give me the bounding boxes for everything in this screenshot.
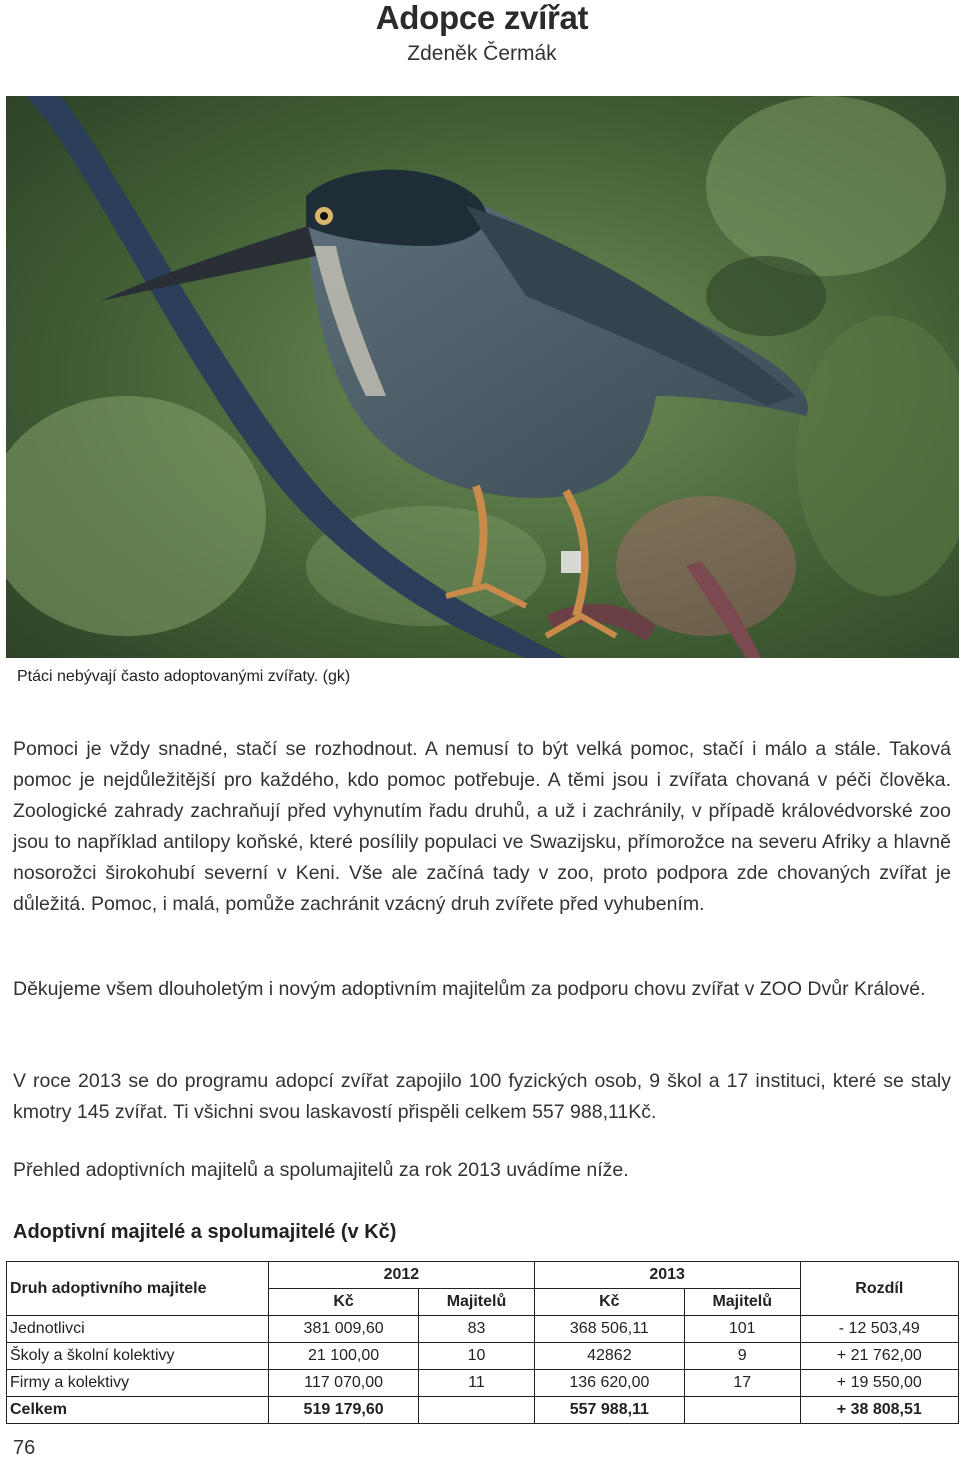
paragraph-thanks: Děkujeme všem dlouholetým i novým adoptivním majitelům za podporu chovu zvířat v ZOO Dvůr Králové.	[13, 978, 926, 1000]
total-kc-2012-cell: 519 179,60	[269, 1397, 419, 1424]
owner-type-cell: Firmy a kolektivy	[7, 1370, 269, 1397]
difference-cell: + 21 762,00	[800, 1343, 958, 1370]
difference-cell: - 12 503,49	[800, 1316, 958, 1343]
total-label-cell: Celkem	[7, 1397, 269, 1424]
kc-2012-cell: 381 009,60	[269, 1316, 419, 1343]
owner-type-cell: Školy a školní kolektivy	[7, 1343, 269, 1370]
owners-2013-cell: 9	[684, 1343, 800, 1370]
total-owners-2013-cell	[684, 1397, 800, 1424]
photo-caption: Ptáci nebývají často adoptovanými zvířaty. (gk)	[17, 668, 351, 685]
paragraph-statistics: V roce 2013 se do programu adopcí zvířat zapojilo 100 fyzických osob, 9 škol a 17 instituci, které se staly kmotry 145 zvířat. Ti všichni svou laskavostí přispěli celkem 557 988,11Kč.	[13, 1070, 951, 1123]
owners-2012-cell: 83	[419, 1316, 535, 1343]
adoption-table	[6, 1261, 959, 1424]
total-difference-cell: + 38 808,51	[800, 1397, 958, 1424]
difference-cell: + 19 550,00	[800, 1370, 958, 1397]
page-number: 76	[13, 1437, 36, 1459]
table-heading: Adoptivní majitelé a spolumajitelé (v Kč)	[13, 1221, 397, 1243]
kc-2013-header: Kč	[534, 1289, 684, 1316]
kc-2012-cell: 21 100,00	[269, 1343, 419, 1370]
table-row	[7, 1343, 959, 1370]
kc-2013-cell: 136 620,00	[534, 1370, 684, 1397]
owners-2012-header: Majitelů	[419, 1289, 535, 1316]
total-kc-2013-cell: 557 988,11	[534, 1397, 684, 1424]
owners-2012-cell: 10	[419, 1343, 535, 1370]
table-header-row-years	[7, 1262, 959, 1289]
table-row	[7, 1370, 959, 1397]
kc-2012-cell: 117 070,00	[269, 1370, 419, 1397]
owners-2013-cell: 101	[684, 1316, 800, 1343]
author-name: Zdeněk Čermák	[407, 42, 557, 65]
kc-2012-header: Kč	[269, 1289, 419, 1316]
kc-2013-cell: 42862	[534, 1343, 684, 1370]
heron-photo	[6, 96, 959, 658]
owner-type-header: Druh adoptivního majitele	[7, 1262, 269, 1316]
page-title: Adopce zvířat	[375, 0, 589, 36]
table-total-row	[7, 1397, 959, 1424]
heron-illustration	[6, 96, 959, 658]
paragraph-overview: Přehled adoptivních majitelů a spolumajitelů za rok 2013 uvádíme níže.	[13, 1159, 629, 1181]
total-owners-2012-cell	[419, 1397, 535, 1424]
year-2012-header: 2012	[269, 1262, 535, 1289]
owner-type-cell: Jednotlivci	[7, 1316, 269, 1343]
table-row	[7, 1316, 959, 1343]
owners-2013-header: Majitelů	[684, 1289, 800, 1316]
owners-2013-cell: 17	[684, 1370, 800, 1397]
difference-header: Rozdíl	[800, 1262, 958, 1316]
year-2013-header: 2013	[534, 1262, 800, 1289]
owners-2012-cell: 11	[419, 1370, 535, 1397]
kc-2013-cell: 368 506,11	[534, 1316, 684, 1343]
paragraph-intro: Pomoci je vždy snadné, stačí se rozhodnout. A nemusí to být velká pomoc, stačí i málo a stále. Taková pomoc je nejdůležitější pro každého, kdo pomoc potřebuje. A těmi jsou i zvířata chovaná v péči člověka. Zoologické zahrady zachraňují před vyhynutím řadu druhů, a už i zachránily, v případě královédvorské zoo jsou to například antilopy koňské, které posílily populaci ve Swazijsku, přímorožce na severu Afriky a hlavně nosorožci širokohubí severní v Keni. Vše ale začíná tady v zoo, proto podpora zde chovaných zvířat je důležitá. Pomoc, i malá, pomůže zachránit vzácný druh zvířete před vyhubením.	[13, 738, 951, 915]
